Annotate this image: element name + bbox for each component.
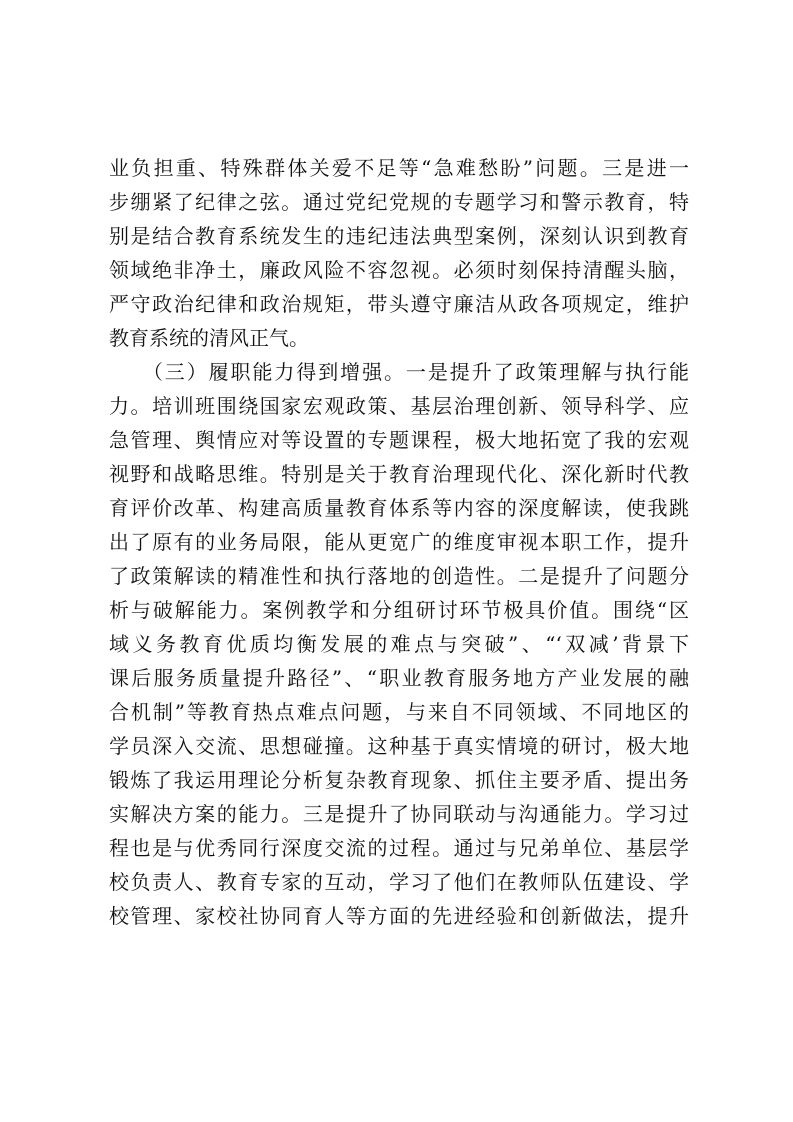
text-line-11: 育评价改革、构建高质量教育体系等内容的深度解读，使我跳	[109, 496, 689, 520]
text-line-16: 课后服务质量提升路径”、“职业教育服务地方产业发展的融	[109, 666, 689, 690]
text-line-23: 校管理、家校社协同育人等方面的先进经验和创新做法，提升	[109, 904, 689, 928]
text-line-7: （三）履职能力得到增强。一是提升了政策理解与执行能	[109, 360, 689, 384]
text-line-21: 程也是与优秀同行深度交流的过程。通过与兄弟单位、基层学	[109, 836, 689, 860]
text-line-6: 教育系统的清风正气。	[109, 326, 309, 350]
text-line-3: 别是结合教育系统发生的违纪违法典型案例，深刻认识到教育	[109, 224, 689, 248]
text-line-15: 域义务教育优质均衡发展的难点与突破”、“‘双减’背景下	[109, 632, 689, 656]
body-text	[109, 151, 689, 933]
text-line-10: 视野和战略思维。特别是关于教育治理现代化、深化新时代教	[109, 462, 689, 486]
text-line-2: 步绷紧了纪律之弦。通过党纪党规的专题学习和警示教育，特	[109, 190, 689, 214]
text-line-18: 学员深入交流、思想碰撞。这种基于真实情境的研讨，极大地	[109, 734, 689, 758]
text-line-14: 析与破解能力。案例教学和分组研讨环节极具价值。围绕“区	[109, 598, 689, 622]
text-line-4: 领域绝非净土，廉政风险不容忽视。必须时刻保持清醒头脑，	[109, 258, 689, 282]
text-line-22: 校负责人、教育专家的互动，学习了他们在教师队伍建设、学	[109, 870, 689, 894]
text-line-12: 出了原有的业务局限，能从更宽广的维度审视本职工作，提升	[109, 530, 689, 554]
text-line-19: 锻炼了我运用理论分析复杂教育现象、抓住主要矛盾、提出务	[109, 768, 689, 792]
text-line-9: 急管理、舆情应对等设置的专题课程，极大地拓宽了我的宏观	[109, 428, 689, 452]
text-line-20: 实解决方案的能力。三是提升了协同联动与沟通能力。学习过	[109, 802, 689, 826]
text-line-5: 严守政治纪律和政治规矩，带头遵守廉洁从政各项规定，维护	[109, 292, 689, 316]
text-line-8: 力。培训班围绕国家宏观政策、基层治理创新、领导科学、应	[109, 394, 689, 418]
text-line-13: 了政策解读的精准性和执行落地的创造性。二是提升了问题分	[109, 564, 689, 588]
text-line-1: 业负担重、特殊群体关爱不足等“急难愁盼”问题。三是进一	[109, 156, 689, 180]
text-line-17: 合机制”等教育热点难点问题，与来自不同领域、不同地区的	[109, 700, 689, 724]
